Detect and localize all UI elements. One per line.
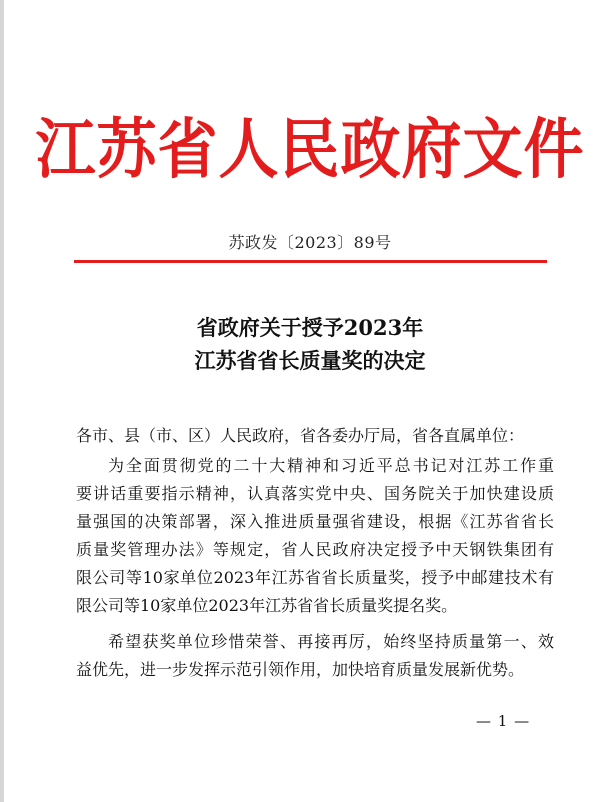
paragraph-2-line: 希望获奖单位珍惜荣誉、再接再厉，始终坚持质量第一、效: [108, 632, 554, 651]
paragraph-1: [76, 452, 554, 620]
page-number: — 1 —: [476, 712, 531, 730]
paragraph-2-line: 益优先，进一步发挥示范引领作用，加快培育质量发展新优势。: [76, 660, 525, 679]
red-divider: [74, 260, 547, 263]
document-title-line-1: 省政府关于授予2023年: [196, 315, 424, 340]
document-number: 苏政发〔2023〕89号: [228, 233, 392, 252]
paragraph-1-line: 质量奖管理办法》等规定，省人民政府决定授予中天钢铁集团有: [76, 540, 554, 559]
paragraph-1-line: 要讲话重要指示精神，认真落实党中央、国务院关于加快建设质: [76, 484, 554, 503]
paragraph-1-line: 量强国的决策部署，深入推进质量强省建设，根据《江苏省省长: [76, 512, 554, 531]
issuer-title: 江苏省人民政府文件: [35, 112, 585, 188]
document-title-line-2: 江苏省省长质量奖的决定: [194, 348, 426, 373]
document-body: [76, 422, 554, 684]
paragraph-2: [76, 628, 554, 684]
salutation: 各市、县（市、区）人民政府，省各委办厅局，省各直属单位：: [76, 426, 525, 445]
paragraph-1-line: 为全面贯彻党的二十大精神和习近平总书记对江苏工作重: [108, 456, 554, 475]
paragraph-1-line: 限公司等10家单位2023年江苏省省长质量奖，授予中邮建技术有: [76, 568, 554, 587]
paragraph-1-line: 限公司等10家单位2023年江苏省省长质量奖提名奖。: [76, 596, 458, 615]
